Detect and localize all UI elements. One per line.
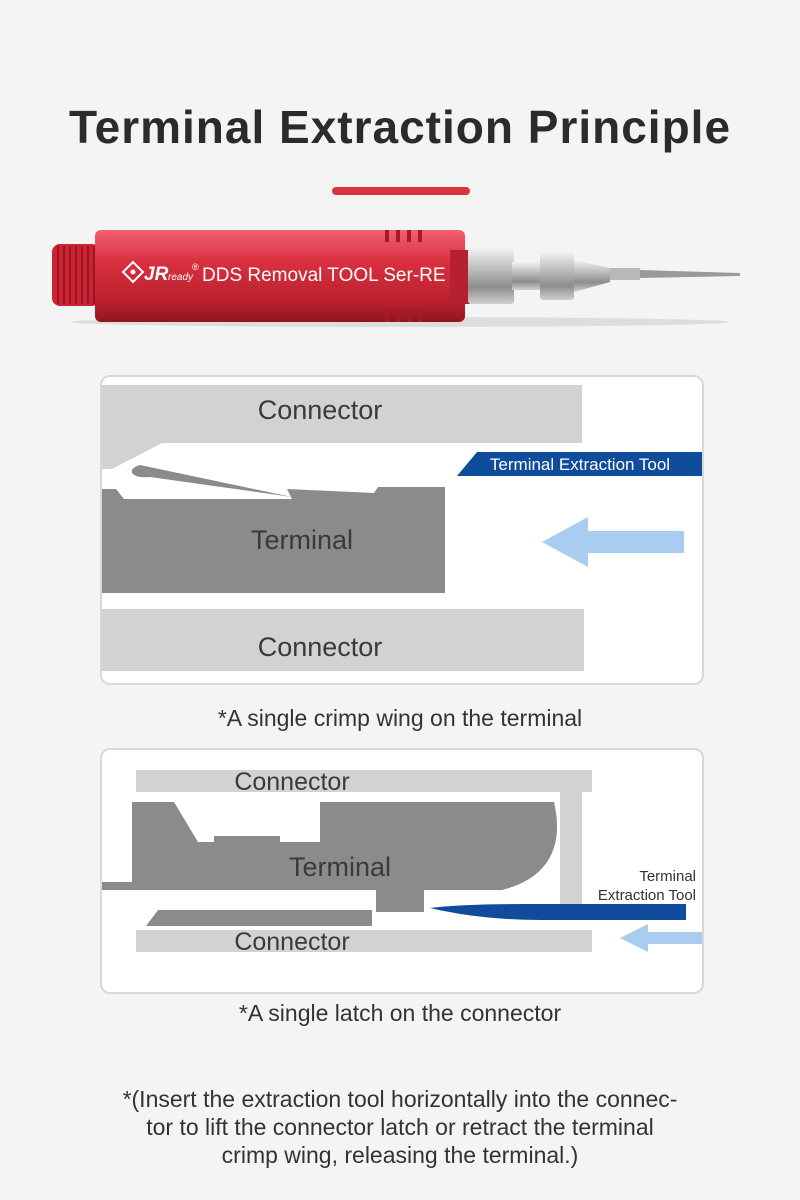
crimp-wing bbox=[132, 465, 292, 497]
extraction-tool-shape bbox=[430, 904, 686, 920]
metal-chuck bbox=[540, 252, 574, 300]
insert-arrow-icon bbox=[542, 517, 684, 567]
terminal-label: Terminal bbox=[250, 525, 354, 555]
note-line-1: *(Insert the extraction tool horizontally into the connec- bbox=[122, 1086, 678, 1112]
connector-bottom-shape bbox=[136, 930, 592, 952]
knurl-lines bbox=[58, 246, 94, 304]
title-accent-bar bbox=[332, 187, 470, 195]
connector-top-label: Connector bbox=[234, 768, 350, 796]
terminal-label: Terminal bbox=[288, 852, 392, 882]
tool-collar bbox=[450, 250, 470, 304]
metal-nut bbox=[468, 248, 514, 304]
connector-bottom-label: Connector bbox=[234, 928, 350, 956]
removal-tool-illustration bbox=[40, 222, 760, 332]
extraction-tool-label: Terminal Extraction Tool bbox=[489, 455, 671, 474]
page-title: Terminal Extraction Principle bbox=[68, 101, 732, 153]
brand-subname: ready bbox=[168, 272, 194, 283]
diagram-connector-latch-panel bbox=[100, 748, 704, 994]
connector-latch bbox=[146, 910, 372, 926]
extraction-tool-label-line1: Terminal bbox=[639, 868, 696, 885]
instruction-note bbox=[95, 1085, 705, 1169]
extraction-tool-label-line2: Extraction Tool bbox=[597, 887, 696, 904]
connector-top-label: Connector bbox=[257, 395, 383, 425]
diagram-crimp-wing bbox=[102, 377, 702, 683]
metal-shaft bbox=[512, 262, 542, 290]
connector-bottom-label: Connector bbox=[257, 632, 383, 662]
metal-pin-sleeve bbox=[610, 268, 640, 280]
note-line-3: crimp wing, releasing the terminal.) bbox=[221, 1142, 579, 1168]
diagram1-caption: *A single crimp wing on the terminal bbox=[217, 705, 583, 731]
connector-end-wall bbox=[560, 770, 582, 920]
registered-mark: ® bbox=[192, 262, 199, 272]
diagram-crimp-wing-panel bbox=[100, 375, 704, 685]
brand-name: JR bbox=[144, 264, 169, 285]
diagram-connector-latch bbox=[102, 750, 702, 992]
metal-taper bbox=[574, 260, 610, 292]
extraction-pin bbox=[640, 270, 740, 278]
diagram2-caption: *A single latch on the connector bbox=[238, 1000, 562, 1026]
tool-label: DDS Removal TOOL Ser-RE bbox=[202, 265, 446, 286]
insert-arrow-icon bbox=[620, 924, 702, 952]
connector-top-shape bbox=[136, 770, 592, 792]
note-line-2: tor to lift the connector latch or retract the terminal bbox=[146, 1114, 654, 1140]
